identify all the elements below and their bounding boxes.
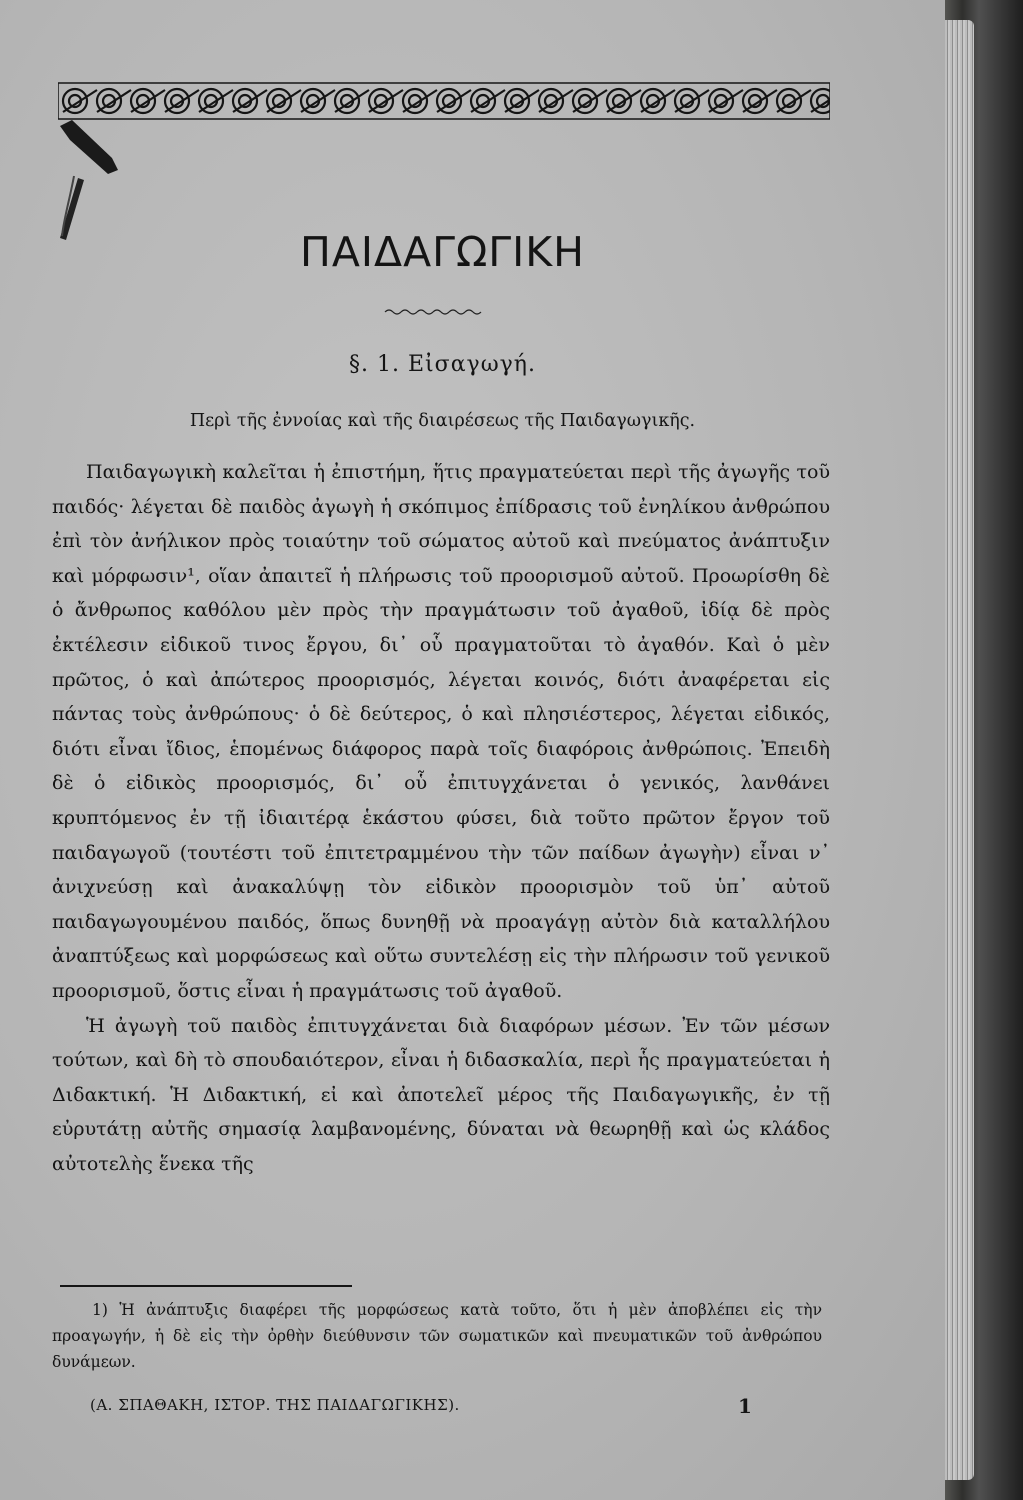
section-subtitle: Περὶ τῆς ἐννοίας καὶ τῆς διαιρέσεως τῆς Παιδαγωγικῆς.: [189, 411, 696, 431]
section-heading: §. 1. Εἰσαγωγή.: [349, 352, 536, 377]
paragraph: Ἡ ἀγωγὴ τοῦ παιδὸς ἐπιτυγχάνεται διὰ διαφόρων μέσων. Ἐν τῶν μέσων τούτων, καὶ δὴ τὸ σπουδαιότερον, εἶναι ἡ διδασκαλία, περὶ ἧς πραγματεύεται ἡ Διδακτική. Ἡ Διδακτική, εἰ καὶ ἀποτελεῖ μέρος τῆς Παιδαγωγικῆς, ἐν τῇ εὐρυτάτῃ αὐτῆς σημασίᾳ λαμβανομένης, δύναται νὰ θεωρηθῇ καὶ ὡς κλάδος αὐτοτελὴς ἕνεκα τῆς: [52, 1014, 830, 1175]
footnote-rule: [60, 1285, 352, 1287]
body-text: [52, 455, 830, 1181]
paragraph: Παιδαγωγικὴ καλεῖται ἡ ἐπιστήμη, ἥτις πραγματεύεται περὶ τῆς ἀγωγῆς τοῦ παιδός· λέγεται δὲ παιδὸς ἀγωγὴ ἡ σκόπιμος ἐπίδρασις τοῦ ἐνηλίκου ἀνθρώπου ἐπὶ τὸν ἀνήλικον πρὸς τοιαύτην τοῦ σώματος αὐτοῦ καὶ πνεύματος ἀνάπτυξιν καὶ μόρφωσιν¹, οἵαν ἀπαιτεῖ ἡ πλήρωσις τοῦ προορισμοῦ αὐτοῦ. Προωρίσθη δὲ ὁ ἄνθρωπος καθόλου μὲν πρὸς τὴν πραγμάτωσιν τοῦ ἀγαθοῦ, ἰδίᾳ δὲ πρὸς ἐκτέλεσιν εἰδικοῦ τινος ἔργου, δι᾿ οὗ πραγματοῦται τὸ ἀγαθόν. Καὶ ὁ μὲν πρῶτος, ὁ καὶ ἀπώτερος προορισμός, λέγεται κοινός, διότι ἀναφέρεται εἰς πάντας τοὺς ἀνθρώπους· ὁ δὲ δεύτερος, ὁ καὶ πλησιέστερος, λέγεται εἰδικός, διότι εἶναι ἴδιος, ἑπομένως διάφορος παρὰ τοῖς διαφόροις ἀνθρώποις. Ἐπειδὴ δὲ ὁ εἰδικὸς προορισμός, δι᾿ οὗ ἐπιτυγχάνεται ὁ γενικός, λανθάνει κρυπτόμενος ἐν τῇ ἰδιαιτέρᾳ ἑκάστου φύσει, διὰ τοῦτο πρῶτον ἔργον τοῦ παιδαγωγοῦ (τουτέστι τοῦ ἐπιτετραμμένου τὴν τῶν παίδων ἀγωγὴν) εἶναι ν᾿ ἀνιχνεύσῃ καὶ ἀνακαλύψῃ τὸν εἰδικὸν προορισμὸν τοῦ ὑπ᾿ αὐτοῦ παιδαγωγουμένου παιδός, ὅπως δυνηθῇ νὰ προαγάγῃ αὐτὸν διὰ καταλλήλου ἀναπτύξεως καὶ μορφώσεως καὶ οὕτω συντελέσῃ εἰς τὴν πλήρωσιν τοῦ γενικοῦ προορισμοῦ, ὅστις εἶναι ἡ πραγμάτωσις τοῦ ἀγαθοῦ.: [52, 461, 830, 1002]
page-title: ΠΑΙΔΑΓΩΓΙΚΗ: [300, 228, 585, 276]
page-number: 1: [738, 1394, 752, 1418]
wavy-divider-icon: [383, 306, 485, 318]
signature-line: (Α. ΣΠΑΘΑΚΗ, ΙΣΤΟΡ. ΤΗΣ ΠΑΙΔΑΓΩΓΙΚΗΣ).: [90, 1396, 460, 1414]
footnote-text: 1) Ἡ ἀνάπτυξις διαφέρει τῆς μορφώσεως κατὰ τοῦτο, ὅτι ἡ μὲν ἀποβλέπει εἰς τὴν προαγωγήν, ἡ δὲ εἰς τὴν ὀρθὴν διεύθυνσιν τῶν σωματικῶν καὶ πνευματικῶν τοῦ ἀνθρώπου δυνάμεων.: [52, 1301, 822, 1371]
footnote: [52, 1297, 822, 1375]
knot-border-ornament-icon: [58, 82, 830, 120]
